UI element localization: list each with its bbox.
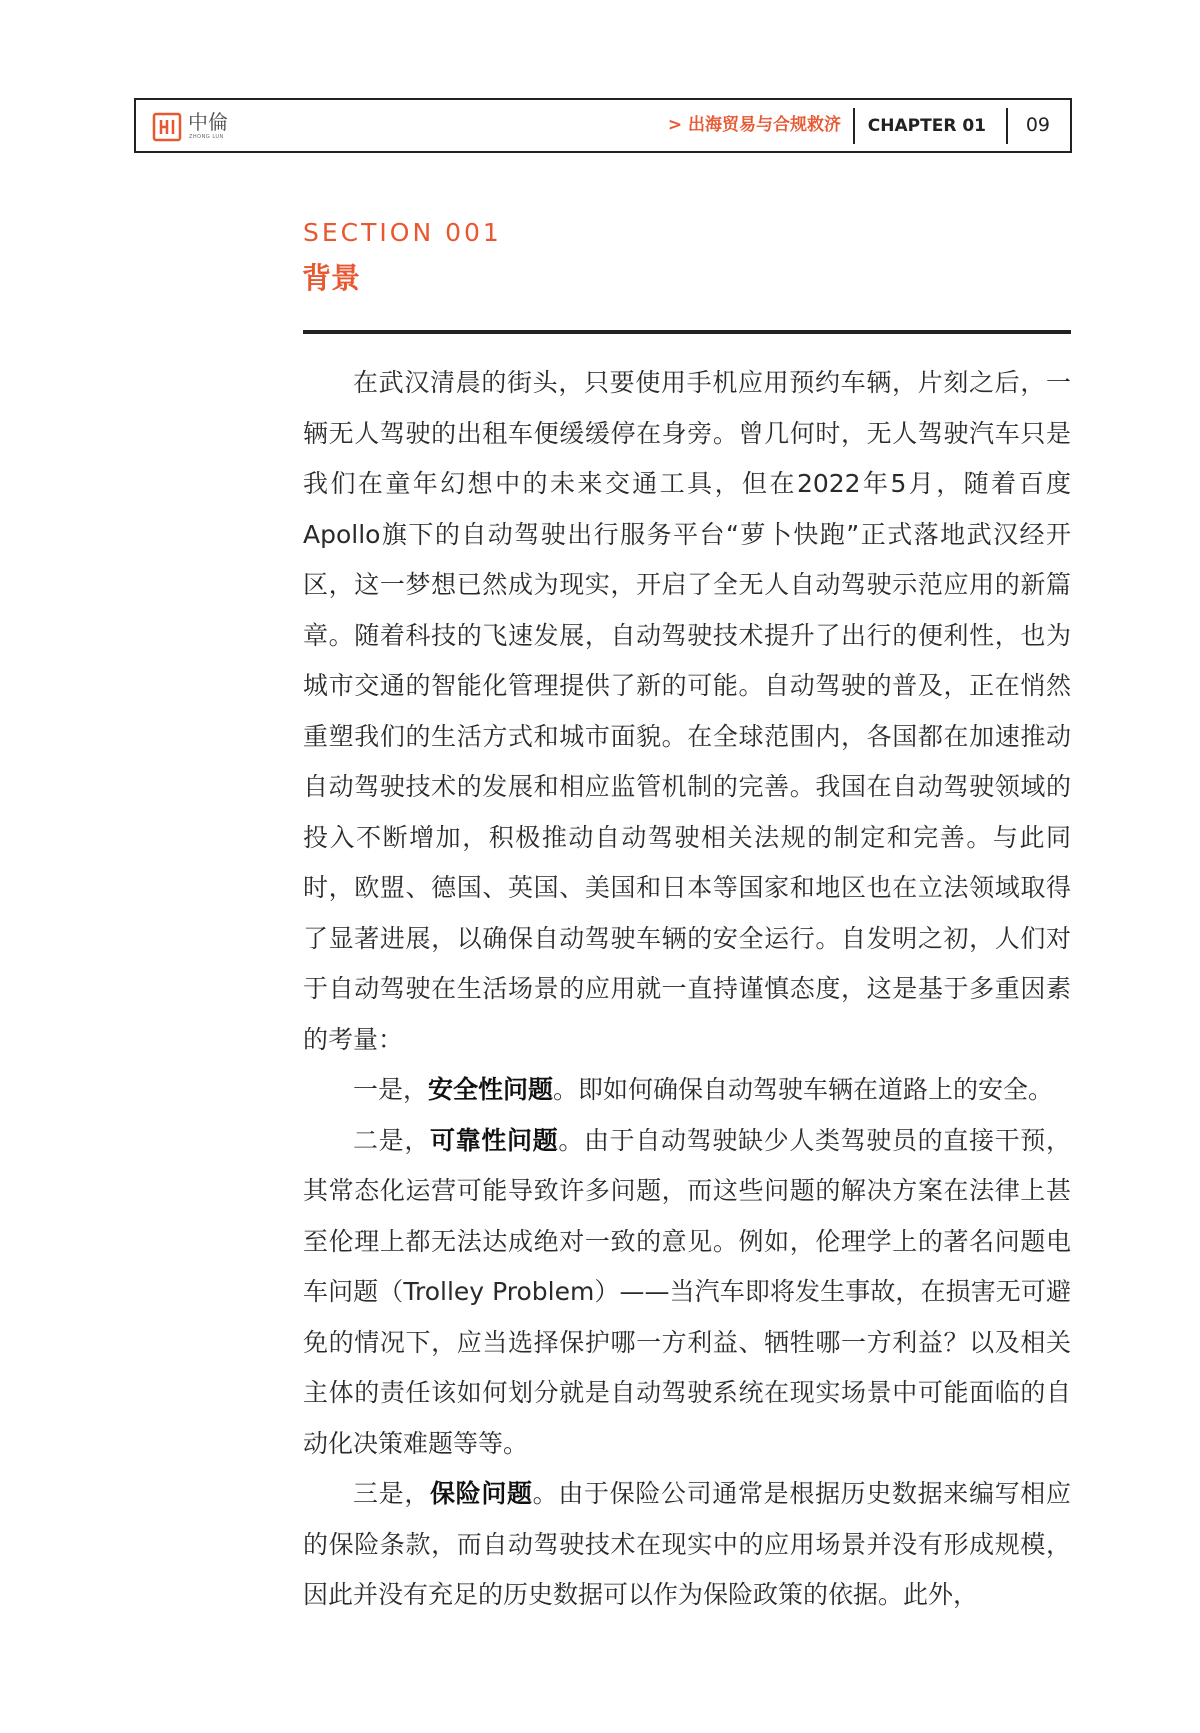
paragraph: 在武汉清晨的街头，只要使用手机应用预约车辆，片刻之后，一辆无人驾驶的出租车便缓缓停在身旁。曾几何时，无人驾驶汽车只是我们在童年幻想中的未来交通工具，但在2022年5月，随着百度Apollo旗下的自动驾驶出行服务平台“萝卜快跑”正式落地武汉经开区，这一梦想已然成为现实，开启了全无人自动驾驶示范应用的新篇章。随着科技的飞速发展，自动驾驶技术提升了出行的便利性，也为城市交通的智能化管理提供了新的可能。自动驾驶的普及，正在悄然重塑我们的生活方式和城市面貌。在全球范围内，各国都在加速推动自动驾驶技术的发展和相应监管机制的完善。我国在自动驾驶领域的投入不断增加，积极推动自动驾驶相关法规的制定和完善。与此同时，欧盟、德国、英国、美国和日本等国家和地区也在立法领域取得了显著进展，以确保自动驾驶车辆的安全运行。自发明之初，人们对于自动驾驶在生活场景的应用就一直持谨慎态度，这是基于多重因素的考量： (303, 368, 1071, 1054)
bold-term: 可靠性问题 (430, 1125, 559, 1155)
logo-english-text: ZHONG LUN (189, 134, 224, 140)
paragraph (303, 1116, 1071, 1470)
body-text (303, 358, 1071, 1621)
breadcrumb[interactable]: > 出海贸易与合规救济 (667, 115, 841, 135)
bold-term: 安全性问题 (428, 1075, 554, 1104)
page-number: 09 (1025, 114, 1050, 136)
paragraph-text: 。由于自动驾驶缺少人类驾驶员的直接干预，其常态化运营可能导致许多问题，而这些问题的解决方案在法律上甚至伦理上都无法达成绝对一致的意见。例如，伦理学上的著名问题电车问题（Trolley Problem）——当汽车即将发生事故，在损害无可避免的情况下，应当选择保护哪一方利益、牺牲哪一方利益？以及相关主体的责任该如何划分就是自动驾驶系统在现实场景中可能面临的自动化决策难题等等。 (303, 1125, 1071, 1458)
paragraph-text: 。即如何确保自动驾驶车辆在道路上的安全。 (553, 1075, 1054, 1104)
header-divider (853, 108, 855, 144)
bold-term: 保险问题 (430, 1479, 533, 1508)
chapter-label: CHAPTER 01 (867, 116, 986, 136)
page-header (134, 98, 1072, 153)
paragraph-prefix: 一是， (353, 1075, 429, 1104)
logo-chinese-text: 中倫 (188, 110, 228, 134)
paragraph-prefix: 二是， (353, 1125, 430, 1155)
section-title: 背景 (302, 261, 361, 295)
paragraph-prefix: 三是， (353, 1479, 430, 1508)
paragraph-text: 。由于保险公司通常是根据历史数据来编写相应的保险条款，而自动驾驶技术在现实中的应用场景并没有形成规模，因此并没有充足的历史数据可以作为保险政策的依据。此外， (303, 1479, 1071, 1609)
section-divider (303, 330, 1071, 334)
paragraph (303, 1469, 1071, 1621)
zhonglun-logo-icon (152, 112, 182, 142)
paragraph (303, 1065, 1071, 1116)
header-divider (1006, 108, 1008, 144)
section-label: SECTION 001 (303, 218, 502, 247)
